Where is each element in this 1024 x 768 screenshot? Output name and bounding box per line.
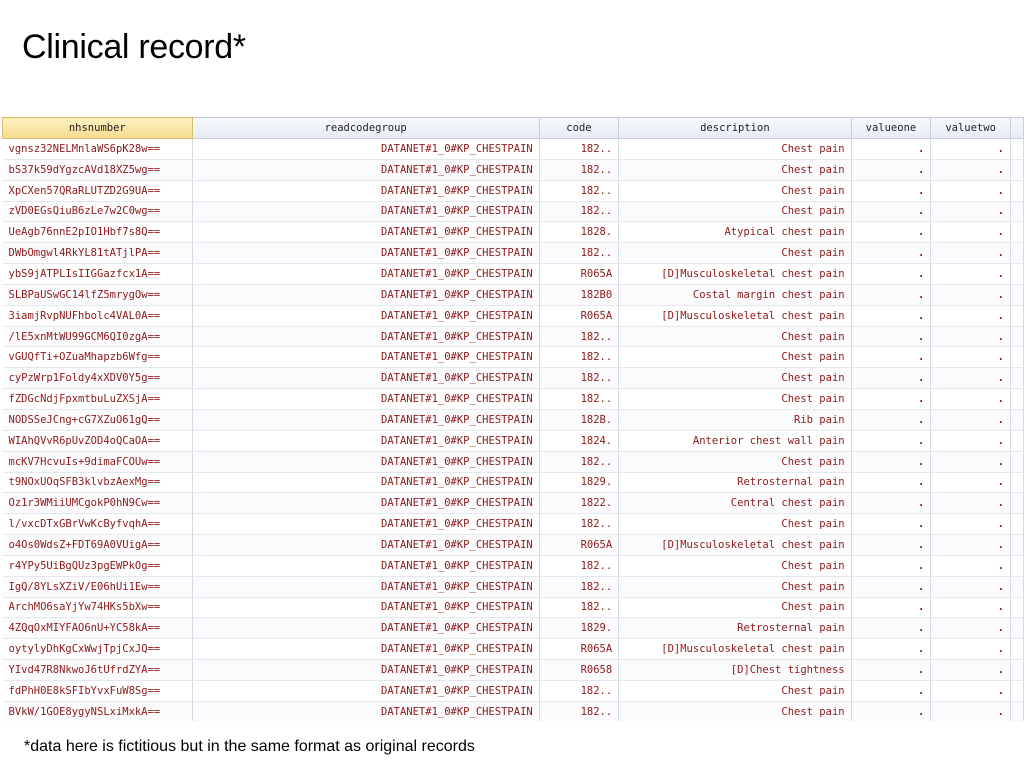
cell-valuetwo[interactable]: . xyxy=(931,409,1011,430)
table-row[interactable] xyxy=(3,201,1024,222)
cell-valuetwo[interactable]: . xyxy=(931,660,1011,681)
cell-code[interactable]: R065A xyxy=(539,264,618,285)
row-gutter xyxy=(1010,472,1023,493)
cell-valuetwo[interactable]: . xyxy=(931,326,1011,347)
cell-readcodegroup[interactable]: DATANET#1_0#KP_CHESTPAIN xyxy=(192,701,539,721)
cell-readcodegroup[interactable]: DATANET#1_0#KP_CHESTPAIN xyxy=(192,389,539,410)
cell-readcodegroup[interactable]: DATANET#1_0#KP_CHESTPAIN xyxy=(192,493,539,514)
cell-valueone[interactable]: . xyxy=(851,555,931,576)
cell-valueone[interactable]: . xyxy=(851,472,931,493)
cell-valuetwo[interactable]: . xyxy=(931,493,1011,514)
table-row[interactable] xyxy=(3,618,1024,639)
cell-description[interactable]: Chest pain xyxy=(619,139,851,160)
cell-code[interactable]: 182.. xyxy=(539,555,618,576)
cell-nhsnumber[interactable]: r4YPy5UiBgQUz3pgEWPkOg== xyxy=(3,555,193,576)
table-row[interactable] xyxy=(3,472,1024,493)
row-gutter xyxy=(1010,493,1023,514)
column-header-description[interactable]: description xyxy=(619,118,851,139)
cell-description[interactable]: Chest pain xyxy=(619,514,851,535)
cell-code[interactable]: 1824. xyxy=(539,430,618,451)
row-gutter xyxy=(1010,618,1023,639)
cell-valuetwo[interactable]: . xyxy=(931,222,1011,243)
cell-description[interactable]: Atypical chest pain xyxy=(619,222,851,243)
table-row[interactable] xyxy=(3,326,1024,347)
cell-valueone[interactable]: . xyxy=(851,347,931,368)
table-row[interactable] xyxy=(3,576,1024,597)
table-row[interactable] xyxy=(3,264,1024,285)
cell-nhsnumber[interactable]: NODSSeJCng+cG7XZuO61gQ== xyxy=(3,409,193,430)
table-row[interactable] xyxy=(3,222,1024,243)
cell-valueone[interactable]: . xyxy=(851,326,931,347)
cell-description[interactable]: Retrosternal pain xyxy=(619,618,851,639)
table-row[interactable] xyxy=(3,451,1024,472)
cell-readcodegroup[interactable]: DATANET#1_0#KP_CHESTPAIN xyxy=(192,264,539,285)
cell-readcodegroup[interactable]: DATANET#1_0#KP_CHESTPAIN xyxy=(192,284,539,305)
table-row[interactable] xyxy=(3,660,1024,681)
cell-description[interactable]: Chest pain xyxy=(619,389,851,410)
cell-description[interactable]: Chest pain xyxy=(619,597,851,618)
cell-nhsnumber[interactable]: vgnsz32NELMnlaWS6pK28w== xyxy=(3,139,193,160)
cell-nhsnumber[interactable]: zVD0EGsQiuB6zLe7w2C0wg== xyxy=(3,201,193,222)
row-gutter xyxy=(1010,347,1023,368)
row-gutter xyxy=(1010,284,1023,305)
row-gutter xyxy=(1010,368,1023,389)
cell-nhsnumber[interactable]: fZDGcNdjFpxmtbuLuZXSjA== xyxy=(3,389,193,410)
row-gutter xyxy=(1010,639,1023,660)
cell-valueone[interactable]: . xyxy=(851,139,931,160)
row-gutter xyxy=(1010,159,1023,180)
row-gutter xyxy=(1010,535,1023,556)
row-gutter xyxy=(1010,514,1023,535)
table-row[interactable] xyxy=(3,389,1024,410)
cell-nhsnumber[interactable]: DWbOmgwl4RkYL81tATjlPA== xyxy=(3,243,193,264)
cell-code[interactable]: 182.. xyxy=(539,243,618,264)
cell-valuetwo[interactable]: . xyxy=(931,139,1011,160)
cell-description[interactable]: Chest pain xyxy=(619,680,851,701)
cell-nhsnumber[interactable]: oytylyDhKgCxWwjTpjCxJQ== xyxy=(3,639,193,660)
cell-description[interactable]: [D]Musculoskeletal chest pain xyxy=(619,264,851,285)
cell-readcodegroup[interactable]: DATANET#1_0#KP_CHESTPAIN xyxy=(192,201,539,222)
cell-code[interactable]: 182.. xyxy=(539,680,618,701)
cell-nhsnumber[interactable]: o4Os0WdsZ+FDT69A0VUigA== xyxy=(3,535,193,556)
table-body xyxy=(3,139,1024,722)
cell-valuetwo[interactable]: . xyxy=(931,347,1011,368)
table-row[interactable] xyxy=(3,159,1024,180)
cell-valuetwo[interactable]: . xyxy=(931,243,1011,264)
cell-valuetwo[interactable]: . xyxy=(931,535,1011,556)
cell-valuetwo[interactable]: . xyxy=(931,597,1011,618)
table-row[interactable] xyxy=(3,535,1024,556)
cell-valueone[interactable]: . xyxy=(851,701,931,721)
table-row[interactable] xyxy=(3,493,1024,514)
cell-valuetwo[interactable]: . xyxy=(931,639,1011,660)
cell-valuetwo[interactable]: . xyxy=(931,305,1011,326)
cell-nhsnumber[interactable]: 4ZQqOxMIYFAO6nU+YC58kA== xyxy=(3,618,193,639)
cell-nhsnumber[interactable]: XpCXen57QRaRLUTZD2G9UA== xyxy=(3,180,193,201)
cell-valueone[interactable]: . xyxy=(851,180,931,201)
cell-nhsnumber[interactable]: 3iamjRvpNUFhbolc4VAL0A== xyxy=(3,305,193,326)
column-header-readcodegroup[interactable]: readcodegroup xyxy=(192,118,539,139)
cell-readcodegroup[interactable]: DATANET#1_0#KP_CHESTPAIN xyxy=(192,576,539,597)
row-gutter xyxy=(1010,660,1023,681)
cell-code[interactable]: 182.. xyxy=(539,139,618,160)
cell-code[interactable]: R0658 xyxy=(539,660,618,681)
cell-code[interactable]: 1829. xyxy=(539,472,618,493)
cell-readcodegroup[interactable]: DATANET#1_0#KP_CHESTPAIN xyxy=(192,368,539,389)
cell-valueone[interactable]: . xyxy=(851,201,931,222)
row-gutter xyxy=(1010,597,1023,618)
cell-valuetwo[interactable]: . xyxy=(931,555,1011,576)
cell-code[interactable]: 1829. xyxy=(539,618,618,639)
cell-valueone[interactable]: . xyxy=(851,493,931,514)
cell-valueone[interactable]: . xyxy=(851,305,931,326)
cell-description[interactable]: Costal margin chest pain xyxy=(619,284,851,305)
cell-description[interactable]: Chest pain xyxy=(619,701,851,721)
cell-valuetwo[interactable]: . xyxy=(931,472,1011,493)
cell-code[interactable]: 182.. xyxy=(539,201,618,222)
cell-valueone[interactable]: . xyxy=(851,451,931,472)
cell-code[interactable]: 182.. xyxy=(539,368,618,389)
cell-valueone[interactable]: . xyxy=(851,159,931,180)
cell-valueone[interactable]: . xyxy=(851,639,931,660)
cell-readcodegroup[interactable]: DATANET#1_0#KP_CHESTPAIN xyxy=(192,451,539,472)
cell-nhsnumber[interactable]: t9NOxUOqSFB3klvbzAexMg== xyxy=(3,472,193,493)
cell-valuetwo[interactable]: . xyxy=(931,680,1011,701)
cell-valueone[interactable]: . xyxy=(851,430,931,451)
cell-valueone[interactable]: . xyxy=(851,535,931,556)
cell-readcodegroup[interactable]: DATANET#1_0#KP_CHESTPAIN xyxy=(192,472,539,493)
row-gutter xyxy=(1010,326,1023,347)
cell-readcodegroup[interactable]: DATANET#1_0#KP_CHESTPAIN xyxy=(192,180,539,201)
cell-valuetwo[interactable]: . xyxy=(931,701,1011,721)
cell-valueone[interactable]: . xyxy=(851,660,931,681)
cell-code[interactable]: 182.. xyxy=(539,326,618,347)
cell-readcodegroup[interactable]: DATANET#1_0#KP_CHESTPAIN xyxy=(192,514,539,535)
cell-description[interactable]: [D]Musculoskeletal chest pain xyxy=(619,535,851,556)
cell-valueone[interactable]: . xyxy=(851,409,931,430)
cell-code[interactable]: 182.. xyxy=(539,451,618,472)
cell-description[interactable]: [D]Musculoskeletal chest pain xyxy=(619,305,851,326)
cell-nhsnumber[interactable]: UeAgb76nnE2pIO1Hbf7s8Q== xyxy=(3,222,193,243)
cell-valuetwo[interactable]: . xyxy=(931,159,1011,180)
cell-code[interactable]: R065A xyxy=(539,305,618,326)
row-gutter xyxy=(1010,222,1023,243)
cell-code[interactable]: 182.. xyxy=(539,597,618,618)
cell-valuetwo[interactable]: . xyxy=(931,389,1011,410)
row-gutter xyxy=(1010,180,1023,201)
cell-readcodegroup[interactable]: DATANET#1_0#KP_CHESTPAIN xyxy=(192,535,539,556)
cell-code[interactable]: 182.. xyxy=(539,159,618,180)
cell-readcodegroup[interactable]: DATANET#1_0#KP_CHESTPAIN xyxy=(192,639,539,660)
cell-valueone[interactable]: . xyxy=(851,680,931,701)
cell-readcodegroup[interactable]: DATANET#1_0#KP_CHESTPAIN xyxy=(192,409,539,430)
cell-valueone[interactable]: . xyxy=(851,576,931,597)
row-gutter xyxy=(1010,243,1023,264)
row-gutter xyxy=(1010,555,1023,576)
cell-readcodegroup[interactable]: DATANET#1_0#KP_CHESTPAIN xyxy=(192,555,539,576)
cell-nhsnumber[interactable]: /lE5xnMtWU99GCM6QI0zgA== xyxy=(3,326,193,347)
table-row[interactable] xyxy=(3,180,1024,201)
cell-valuetwo[interactable]: . xyxy=(931,368,1011,389)
cell-description[interactable]: Chest pain xyxy=(619,576,851,597)
cell-valueone[interactable]: . xyxy=(851,514,931,535)
cell-valuetwo[interactable]: . xyxy=(931,180,1011,201)
row-gutter xyxy=(1010,576,1023,597)
cell-nhsnumber[interactable]: bS37k59dYgzcAVd18XZ5wg== xyxy=(3,159,193,180)
cell-code[interactable]: 182.. xyxy=(539,701,618,721)
cell-readcodegroup[interactable]: DATANET#1_0#KP_CHESTPAIN xyxy=(192,430,539,451)
records-table xyxy=(2,117,1024,721)
cell-description[interactable]: Rib pain xyxy=(619,409,851,430)
table-row[interactable] xyxy=(3,555,1024,576)
cell-nhsnumber[interactable]: mcKV7HcvuIs+9dimaFCOUw== xyxy=(3,451,193,472)
cell-description[interactable]: [D]Chest tightness xyxy=(619,660,851,681)
table-row[interactable] xyxy=(3,243,1024,264)
cell-nhsnumber[interactable]: vGUQfTi+OZuaMhapzb6Wfg== xyxy=(3,347,193,368)
table-row[interactable] xyxy=(3,284,1024,305)
cell-description[interactable]: Central chest pain xyxy=(619,493,851,514)
table-row[interactable] xyxy=(3,430,1024,451)
cell-code[interactable]: 1822. xyxy=(539,493,618,514)
cell-code[interactable]: 182.. xyxy=(539,389,618,410)
cell-nhsnumber[interactable]: cyPzWrp1Foldy4xXDV0Y5g== xyxy=(3,368,193,389)
cell-description[interactable]: Chest pain xyxy=(619,180,851,201)
cell-valuetwo[interactable]: . xyxy=(931,451,1011,472)
table-row[interactable] xyxy=(3,139,1024,160)
cell-nhsnumber[interactable]: Oz1r3WMiiUMCgokP0hN9Cw== xyxy=(3,493,193,514)
cell-code[interactable]: R065A xyxy=(539,535,618,556)
cell-code[interactable]: 182.. xyxy=(539,576,618,597)
table-row[interactable] xyxy=(3,680,1024,701)
header-gutter xyxy=(1010,118,1023,139)
cell-description[interactable]: Chest pain xyxy=(619,555,851,576)
table-row[interactable] xyxy=(3,639,1024,660)
column-header-valuetwo[interactable]: valuetwo xyxy=(931,118,1011,139)
cell-readcodegroup[interactable]: DATANET#1_0#KP_CHESTPAIN xyxy=(192,660,539,681)
cell-nhsnumber[interactable]: SLBPaUSwGC14lfZ5mrygOw== xyxy=(3,284,193,305)
row-gutter xyxy=(1010,389,1023,410)
cell-description[interactable]: Chest pain xyxy=(619,243,851,264)
cell-readcodegroup[interactable]: DATANET#1_0#KP_CHESTPAIN xyxy=(192,680,539,701)
cell-nhsnumber[interactable]: IgQ/8YLsXZiV/E06hUi1Ew== xyxy=(3,576,193,597)
cell-nhsnumber[interactable]: WIAhQVvR6pUvZOD4oQCaOA== xyxy=(3,430,193,451)
cell-nhsnumber[interactable]: ArchMO6saYjYw74HKs5bXw== xyxy=(3,597,193,618)
cell-nhsnumber[interactable]: fdPhH0E8kSFIbYvxFuW8Sg== xyxy=(3,680,193,701)
cell-valuetwo[interactable]: . xyxy=(931,576,1011,597)
cell-description[interactable]: Retrosternal pain xyxy=(619,472,851,493)
footnote: *data here is fictitious but in the same format as original records xyxy=(24,738,475,755)
cell-description[interactable]: Chest pain xyxy=(619,451,851,472)
row-gutter xyxy=(1010,451,1023,472)
row-gutter xyxy=(1010,201,1023,222)
cell-valueone[interactable]: . xyxy=(851,597,931,618)
cell-valuetwo[interactable]: . xyxy=(931,201,1011,222)
table-row[interactable] xyxy=(3,305,1024,326)
cell-valueone[interactable]: . xyxy=(851,222,931,243)
cell-readcodegroup[interactable]: DATANET#1_0#KP_CHESTPAIN xyxy=(192,159,539,180)
cell-code[interactable]: R065A xyxy=(539,639,618,660)
cell-readcodegroup[interactable]: DATANET#1_0#KP_CHESTPAIN xyxy=(192,597,539,618)
cell-valuetwo[interactable]: . xyxy=(931,618,1011,639)
table-row[interactable] xyxy=(3,409,1024,430)
cell-valueone[interactable]: . xyxy=(851,368,931,389)
cell-nhsnumber[interactable]: YIvd47R8NkwoJ6tUfrdZYA== xyxy=(3,660,193,681)
cell-readcodegroup[interactable]: DATANET#1_0#KP_CHESTPAIN xyxy=(192,305,539,326)
cell-code[interactable]: 182.. xyxy=(539,347,618,368)
page-title: Clinical record* xyxy=(22,28,246,66)
row-gutter xyxy=(1010,139,1023,160)
cell-description[interactable]: Chest pain xyxy=(619,326,851,347)
table-row[interactable] xyxy=(3,368,1024,389)
row-gutter xyxy=(1010,264,1023,285)
cell-nhsnumber[interactable]: BVkW/1GOE8ygyNSLxiMxkA== xyxy=(3,701,193,721)
cell-code[interactable]: 182B0 xyxy=(539,284,618,305)
column-header-valueone[interactable]: valueone xyxy=(851,118,931,139)
cell-valuetwo[interactable]: . xyxy=(931,264,1011,285)
row-gutter xyxy=(1010,430,1023,451)
row-gutter xyxy=(1010,305,1023,326)
column-header-nhsnumber[interactable]: nhsnumber xyxy=(3,118,193,139)
cell-code[interactable]: 182.. xyxy=(539,514,618,535)
table-row[interactable] xyxy=(3,597,1024,618)
data-grid[interactable] xyxy=(2,117,1024,721)
table-row[interactable] xyxy=(3,701,1024,721)
cell-readcodegroup[interactable]: DATANET#1_0#KP_CHESTPAIN xyxy=(192,139,539,160)
cell-description[interactable]: Anterior chest wall pain xyxy=(619,430,851,451)
cell-valuetwo[interactable]: . xyxy=(931,514,1011,535)
row-gutter xyxy=(1010,680,1023,701)
cell-valueone[interactable]: . xyxy=(851,264,931,285)
cell-valueone[interactable]: . xyxy=(851,243,931,264)
cell-description[interactable]: Chest pain xyxy=(619,368,851,389)
row-gutter xyxy=(1010,701,1023,721)
cell-valueone[interactable]: . xyxy=(851,389,931,410)
cell-readcodegroup[interactable]: DATANET#1_0#KP_CHESTPAIN xyxy=(192,618,539,639)
header-row xyxy=(3,118,1024,139)
cell-nhsnumber[interactable]: l/vxcDTxGBrVwKcByfvqhA== xyxy=(3,514,193,535)
cell-description[interactable]: Chest pain xyxy=(619,201,851,222)
table-row[interactable] xyxy=(3,347,1024,368)
cell-valuetwo[interactable]: . xyxy=(931,284,1011,305)
row-gutter xyxy=(1010,409,1023,430)
cell-readcodegroup[interactable]: DATANET#1_0#KP_CHESTPAIN xyxy=(192,243,539,264)
cell-readcodegroup[interactable]: DATANET#1_0#KP_CHESTPAIN xyxy=(192,326,539,347)
cell-description[interactable]: Chest pain xyxy=(619,159,851,180)
cell-readcodegroup[interactable]: DATANET#1_0#KP_CHESTPAIN xyxy=(192,222,539,243)
cell-valueone[interactable]: . xyxy=(851,284,931,305)
table-row[interactable] xyxy=(3,514,1024,535)
column-header-code[interactable]: code xyxy=(539,118,618,139)
cell-readcodegroup[interactable]: DATANET#1_0#KP_CHESTPAIN xyxy=(192,347,539,368)
cell-code[interactable]: 182B. xyxy=(539,409,618,430)
cell-valuetwo[interactable]: . xyxy=(931,430,1011,451)
cell-description[interactable]: [D]Musculoskeletal chest pain xyxy=(619,639,851,660)
cell-code[interactable]: 1828. xyxy=(539,222,618,243)
cell-valueone[interactable]: . xyxy=(851,618,931,639)
cell-description[interactable]: Chest pain xyxy=(619,347,851,368)
cell-code[interactable]: 182.. xyxy=(539,180,618,201)
cell-nhsnumber[interactable]: ybS9jATPLIsIIGGazfcx1A== xyxy=(3,264,193,285)
